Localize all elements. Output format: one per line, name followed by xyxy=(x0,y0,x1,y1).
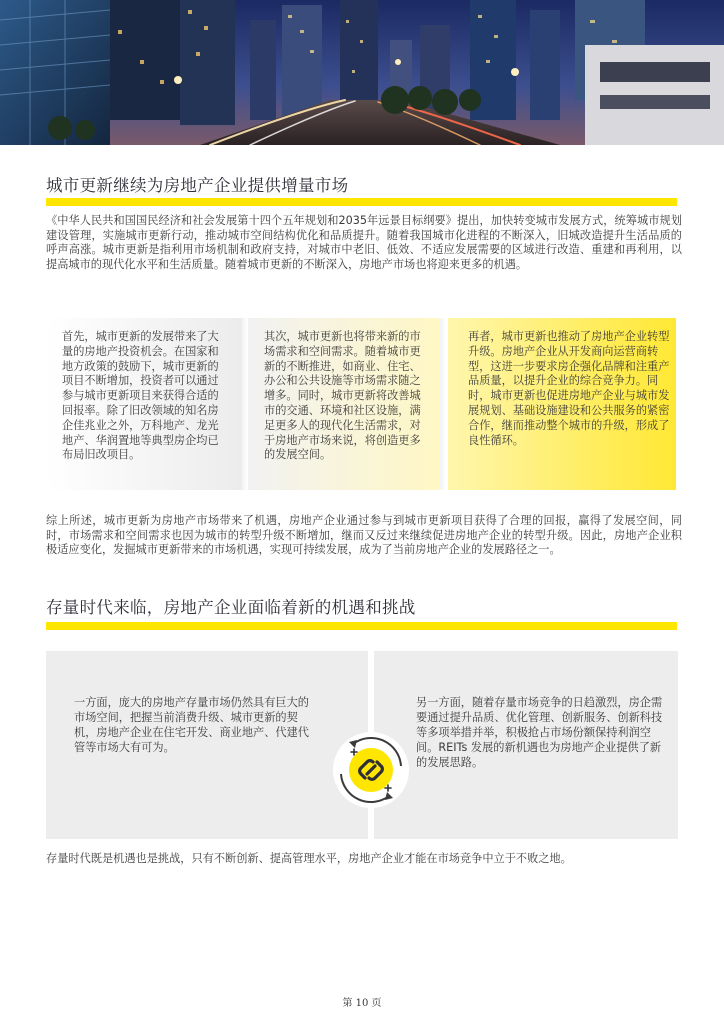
feature-card-text: 再者，城市更新也推动了房地产企业转型升级。房地产企业从开发商向运营商转型，这进一步要求房企强化品牌和注重产品质量，以提升企业的综合竞争力。同时，城市更新也促进房地产企业与城市发展规划、基础设施建设和公共服务的紧密合作，继而推动整个城市的升级，形成了良性循环。 xyxy=(468,330,670,447)
hero-city-photo xyxy=(0,0,724,145)
feature-card-text: 首先，城市更新的发展带来了大量的房地产投资机会。在国家和地方政策的鼓励下，城市更新的项目不断增加，投资者可以通过参与城市更新项目来获得合适的回报率。除了旧改领域的知名房企佳兆业之外，万科地产、龙光地产、华润置地等典型房企均已布局旧改项目。 xyxy=(62,330,219,462)
opportunity-panel xyxy=(46,651,368,839)
summary-paragraph: 综上所述，城市更新为房地产市场带来了机遇，房地产企业通过参与到城市更新项目获得了合理的回报，赢得了发展空间，同时，市场需求和空间需求也因为城市的转型升级不断增加，继而又反过来继续促进房地产企业的转型升级。因此，房地产企业积极适应变化，发掘城市更新带来的市场机遇，实现可持续发展，成为了当前房地产企业的发展路径之一。 xyxy=(46,514,682,557)
feature-card-third xyxy=(448,318,676,490)
city-night-skyline-photo xyxy=(0,0,724,145)
feature-card-second xyxy=(248,318,440,490)
yellow-divider xyxy=(46,622,677,630)
intro-paragraph: 《中华人民共和国国民经济和社会发展第十四个五年规划和2035年远景目标纲要》提出，加快转变城市发展方式，统筹城市规划建设管理，实施城市更新行动，推动城市空间结构优化和品质提升。随着我国城市化进程的不断深入，旧城改造提升生活品质的呼声高涨。城市更新是指利用市场机制和政府支持，对城市中老旧、低效、不适应发展需要的区域进行改造、重建和再利用，以提高城市的现代化水平和生活质量。随着城市更新的不断深入，房地产市场也将迎来更多的机遇。 xyxy=(46,214,682,271)
section-title-stock-era: 存量时代来临，房地产企业面临着新的机遇和挑战 xyxy=(46,598,416,617)
section-title-urban-renewal: 城市更新继续为房地产企业提供增量市场 xyxy=(46,176,349,195)
opportunity-text: 一方面，庞大的房地产存量市场仍然具有巨大的市场空间，把握当前消费升级、城市更新的契机，房地产企业在住宅开发、商业地产、代建代管等市场大有可为。 xyxy=(74,696,309,754)
page-number: 第 10 页 xyxy=(342,998,382,1009)
challenge-text: 另一方面，随着存量市场竞争的日趋激烈，房企需要通过提升品质、优化管理、创新服务、创新科技等多项举措并举，积极抢占市场份额保持利润空间。REITs 发展的新机遇也为房地产企业提供了新的发展思路。 xyxy=(416,696,663,769)
yellow-divider xyxy=(46,198,677,206)
challenge-panel xyxy=(374,651,678,839)
chain-link-cycle-icon xyxy=(331,730,411,810)
feature-card-first xyxy=(46,318,242,490)
conclusion-line: 存量时代既是机遇也是挑战，只有不断创新、提高管理水平，房地产企业才能在市场竞争中立于不败之地。 xyxy=(46,852,572,865)
feature-card-text: 其次，城市更新也将带来新的市场需求和空间需求。随着城市更新的不断推进，如商业、住宅、办公和公共设施等市场需求随之增多。同时，城市更新将改善城市的交通、环境和社区设施，满足更多人的现代化生活需求，对于房地产市场来说，将创造更多的发展空间。 xyxy=(264,330,421,462)
card-divider xyxy=(440,318,446,490)
